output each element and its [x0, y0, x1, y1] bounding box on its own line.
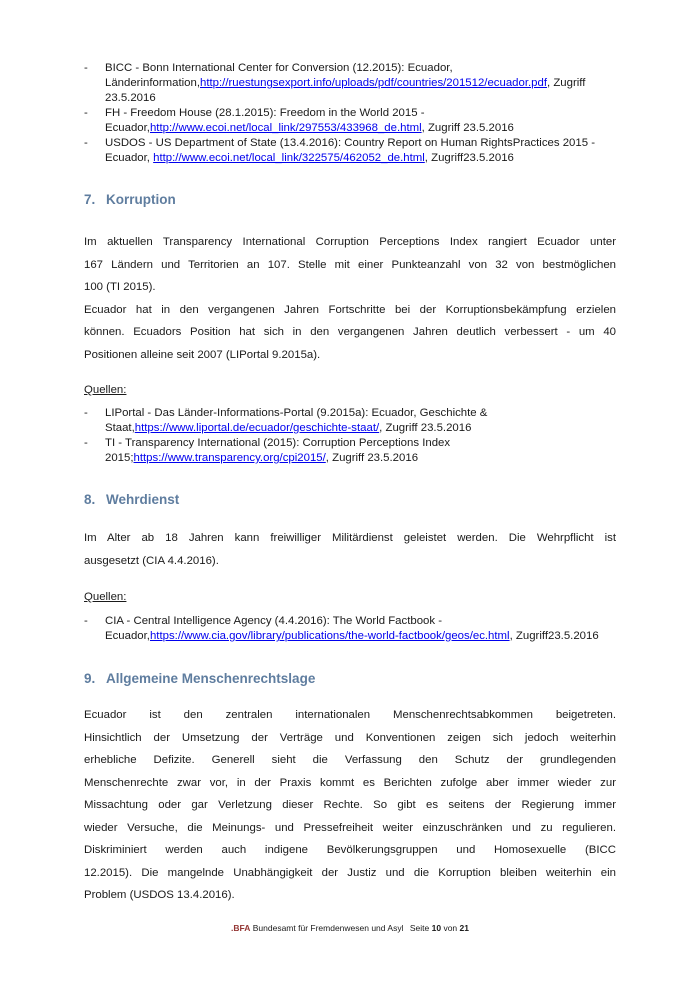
paragraph-line: Diskriminiert werden auch indigene Bevölkerungsgruppen und Homosexuelle (BICC — [84, 844, 616, 856]
footer-agency-name: Bundesamt für Fremdenwesen und Asyl — [252, 923, 404, 933]
section-number: 8. — [84, 492, 96, 507]
section-title: Allgemeine Menschenrechtslage — [106, 671, 316, 686]
paragraph-line: können. Ecuadors Position hat sich in den vergangenen Jahren deutlich verbessert - um 40 — [84, 326, 616, 338]
section-title: Korruption — [106, 192, 176, 207]
section-number: 9. — [84, 671, 96, 686]
section-heading-korruption — [84, 192, 616, 208]
source-access-note: , Zugriff — [509, 630, 548, 642]
quellen-label: Quellen: — [84, 591, 127, 603]
bullet-dash: - — [84, 407, 88, 419]
source-item-cia — [84, 614, 616, 644]
source-item-liportal — [84, 406, 616, 436]
page-footer — [0, 922, 700, 934]
source-citation-line: BICC - Bonn International Center for Conversion (12.2015): Ecuador, Länderinformation, — [105, 62, 453, 89]
source-link[interactable]: https://www.liportal.de/ecuador/geschichte-staat/ — [134, 422, 380, 434]
paragraph-line: 167 Ländern und Territorien an 107. Stelle mit einer Punkteanzahl von 32 von bestmöglichen — [84, 258, 616, 271]
source-citation-line: LIPortal - Das Länder-Informations-Portal (9.2015a): Ecuador, Geschichte & Staat, — [105, 407, 488, 434]
paragraph-line: Im Alter ab 18 Jahren kann freiwilliger Militärdienst geleistet werden. Die Wehrpflicht ist — [84, 532, 616, 544]
source-access-note: , Zugriff — [424, 152, 464, 164]
intro-source-list — [84, 61, 616, 166]
source-access-note: , Zugriff 23.5.2016 — [379, 422, 472, 434]
bullet-dash: - — [84, 137, 88, 149]
paragraph-line: Problem (USDOS 13.4.2016). — [84, 889, 235, 901]
source-link[interactable]: https://www.cia.gov/library/publications/the-world-factbook/geos/ec.html — [149, 630, 510, 642]
source-citation-text: Practices 2015 - Ecuador, — [105, 137, 596, 164]
paragraph-line: Hinsichtlich der Umsetzung der Verträge und Konventionen zeigen sich jedoch weiterhin — [84, 731, 616, 744]
source-citation-line — [134, 452, 419, 464]
paragraph-line: 100 (TI 2015). — [84, 281, 156, 293]
source-item-ti — [84, 436, 616, 466]
bullet-dash: - — [84, 107, 88, 119]
source-item-bicc — [84, 61, 616, 106]
source-citation-line: USDOS - US Department of State (13.4.2016): Country Report on Human Rights — [105, 137, 513, 149]
bullet-dash: - — [84, 615, 88, 627]
section-heading-menschenrechtslage — [84, 671, 616, 687]
source-access-note: , Zugriff 23.5.2016 — [105, 77, 586, 104]
bullet-dash: - — [84, 62, 88, 74]
source-citation-line: CIA - Central Intelligence Agency (4.4.2016): The World Factbook - Ecuador, — [105, 615, 443, 642]
paragraph-line: erhebliche Defizite. Generell sieht die Verfassung den Schutz der grundlegenden — [84, 754, 616, 766]
paragraph-korruption-1 — [84, 231, 616, 299]
source-citation-line — [135, 422, 472, 434]
source-link[interactable]: http://ruestungsexport.info/uploads/pdf/countries/201512/ecuador.pdf — [199, 77, 548, 89]
source-link[interactable]: http://www.ecoi.net/local_link/322575/462052_de.html — [153, 152, 425, 164]
source-item-fh — [84, 106, 616, 136]
quellen-label: Quellen: — [84, 384, 127, 396]
footer-page-total: 21 — [459, 923, 469, 933]
section-heading-wehrdienst — [84, 492, 616, 508]
paragraph-line: Im aktuellen Transparency International Corruption Perceptions Index rangiert Ecuador unter — [84, 236, 616, 248]
section-title: Wehrdienst — [106, 492, 180, 507]
source-citation-line: FH - Freedom House (28.1.2015): Freedom in the World 2015 - Ecuador, — [105, 107, 425, 134]
source-citation-line: 23.5.2016 — [547, 630, 599, 642]
footer-page-label: Seite — [409, 923, 430, 933]
paragraph-line: Ecuador hat in den vergangenen Jahren Fortschritte bei der Korruptionsbekämpfung erzielen — [84, 303, 616, 316]
source-citation-line — [150, 630, 548, 642]
footer-agency-abbr: .BFA — [231, 923, 251, 933]
source-citation-line: TI - Transparency International (2015): Corruption Perceptions Index 2015; — [105, 437, 451, 464]
source-access-note: , Zugriff 23.5.2016 — [421, 122, 514, 134]
bullet-dash: - — [84, 437, 88, 449]
paragraph-wehrdienst-1 — [84, 527, 616, 572]
footer-of-label: von — [443, 923, 458, 933]
source-citation-line — [150, 122, 514, 134]
wehrdienst-source-list — [84, 614, 616, 644]
source-access-note: , Zugriff 23.5.2016 — [325, 452, 419, 464]
paragraph-menschenrechtslage-1 — [84, 704, 616, 907]
source-link[interactable]: https://www.transparency.org/cpi2015/ — [133, 452, 326, 464]
source-citation-line: 23.5.2016 — [463, 152, 514, 164]
korruption-source-list — [84, 406, 616, 466]
paragraph-korruption-2 — [84, 299, 616, 367]
paragraph-line: wieder Versuche, die Meinungs- und Pressefreiheit weiter einzuschränken und zu regulieren. — [84, 821, 616, 834]
paragraph-line: Ecuador ist den zentralen internationalen Menschenrechtsabkommen beigetreten. — [84, 709, 616, 721]
section-number: 7. — [84, 192, 96, 207]
paragraph-line: Missachtung oder gar Verletzung dieser Rechte. So gibt es seitens der Regierung immer — [84, 799, 616, 811]
paragraph-line: 12.2015). Die mangelnde Unabhängigkeit der Justiz und die Korruption bleiben weiterhin ein — [84, 866, 616, 879]
source-item-usdos — [84, 136, 616, 166]
paragraph-line: ausgesetzt (CIA 4.4.2016). — [84, 554, 219, 567]
footer-page-number: 10 — [431, 923, 442, 933]
source-link[interactable]: http://www.ecoi.net/local_link/297553/433968_de.html — [149, 122, 422, 134]
paragraph-line: Positionen alleine seit 2007 (LIPortal 9.2015a). — [84, 348, 321, 361]
paragraph-line: Menschenrechte zwar vor, in der Praxis kommt es Berichten zufolge aber immer wieder zur — [84, 776, 616, 789]
